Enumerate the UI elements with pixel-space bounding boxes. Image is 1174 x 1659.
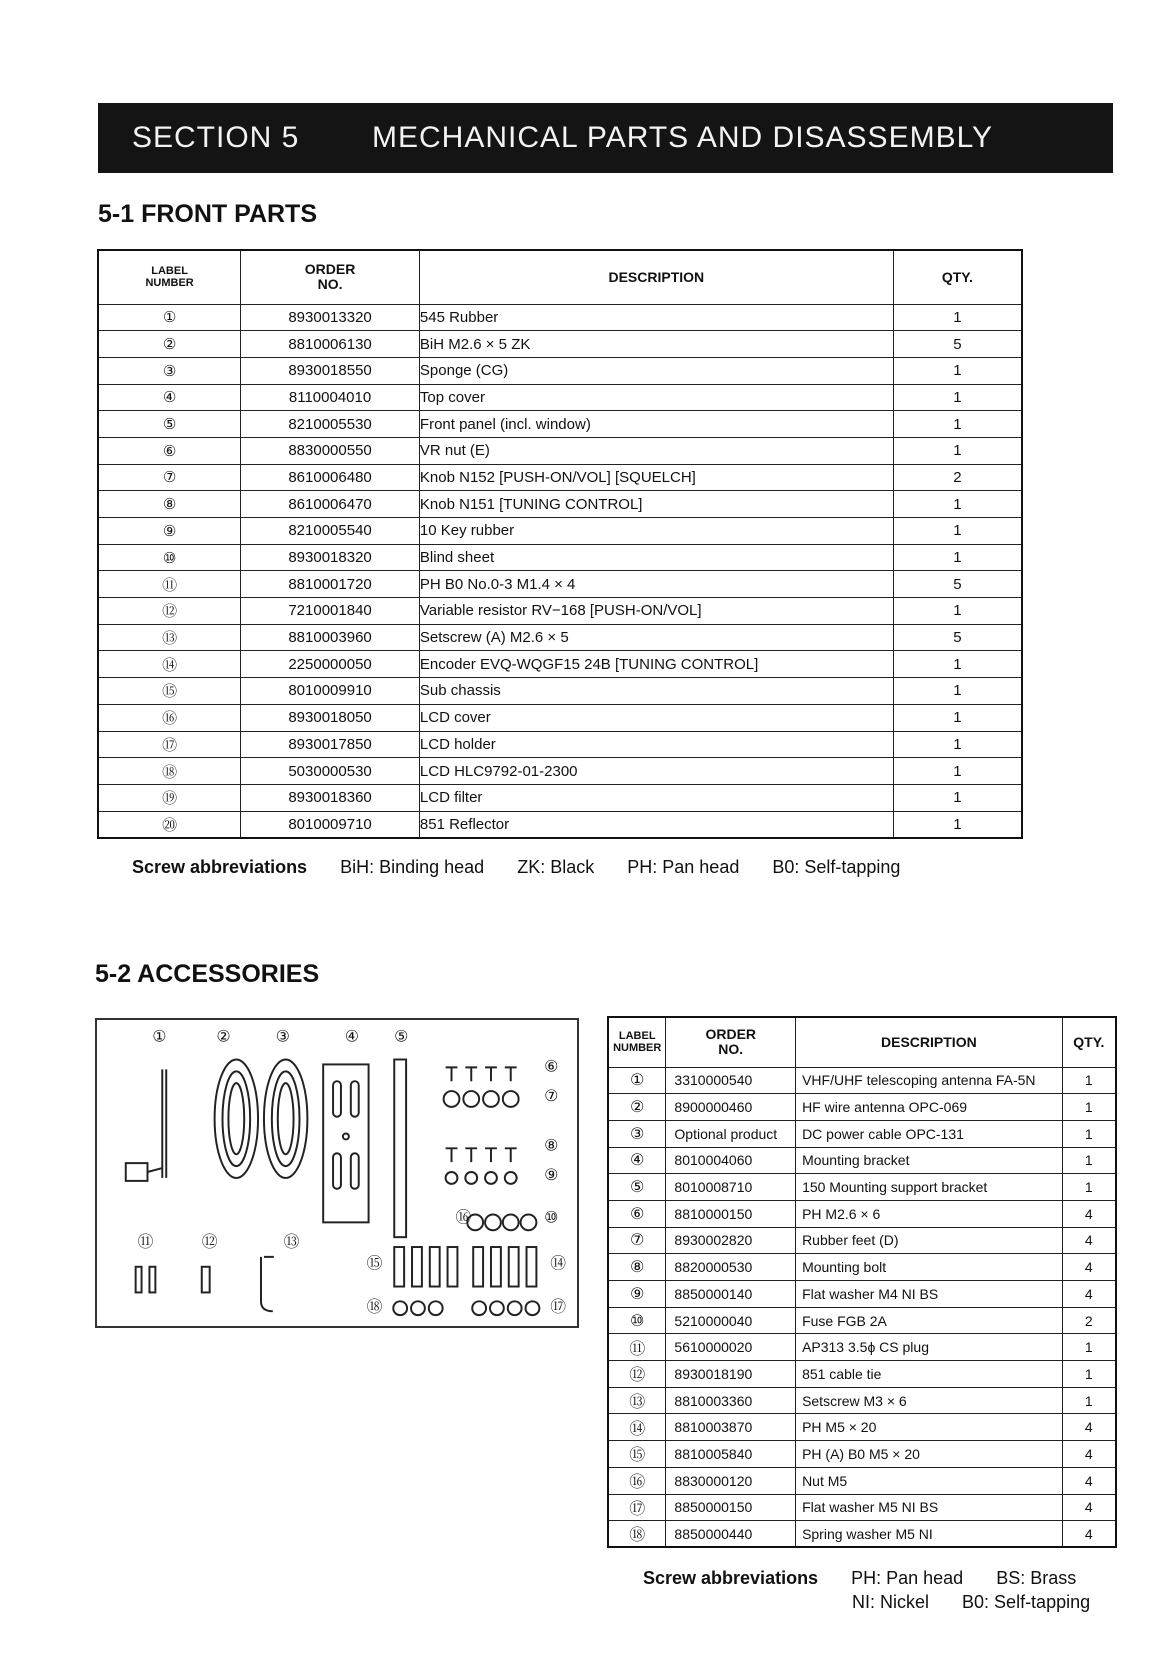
qty-cell: 1: [893, 784, 1022, 811]
description-cell: Setscrew (A) M2.6 × 5: [419, 624, 893, 651]
qty-header: QTY.: [1062, 1017, 1116, 1067]
label-number-cell: ⑤: [608, 1174, 666, 1201]
description-cell: 150 Mounting support bracket: [796, 1174, 1063, 1201]
order-no-cell: 8010009910: [241, 678, 420, 705]
label-number-cell: ⑭: [98, 651, 241, 678]
qty-cell: 1: [1062, 1174, 1116, 1201]
qty-cell: 1: [1062, 1387, 1116, 1414]
description-cell: DC power cable OPC-131: [796, 1120, 1063, 1147]
qty-cell: 4: [1062, 1467, 1116, 1494]
table-header: [608, 1017, 1116, 1067]
description-cell: HF wire antenna OPC-069: [796, 1094, 1063, 1121]
label-number-cell: ⑪: [608, 1334, 666, 1361]
description-cell: Setscrew M3 × 6: [796, 1387, 1063, 1414]
order-no-cell: 8930013320: [241, 304, 420, 331]
order-no-header: ORDER NO.: [666, 1017, 796, 1067]
label-number-cell: ⑮: [98, 678, 241, 705]
table-row: [98, 651, 1022, 678]
order-no-cell: 8820000530: [666, 1254, 796, 1281]
table-row: [98, 331, 1022, 358]
order-no-cell: 8810005840: [666, 1441, 796, 1468]
qty-cell: 1: [893, 411, 1022, 438]
qty-cell: 1: [893, 598, 1022, 625]
order-no-cell: 8010004060: [666, 1147, 796, 1174]
order-no-cell: 8830000550: [241, 437, 420, 464]
qty-cell: 4: [1062, 1227, 1116, 1254]
description-cell: VR nut (E): [419, 437, 893, 464]
label-number-cell: ⑩: [608, 1307, 666, 1334]
order-no-cell: 8810003360: [666, 1387, 796, 1414]
label-number-cell: ⑯: [608, 1467, 666, 1494]
abbr-item: ZK: Black: [517, 857, 595, 877]
table-row: [98, 571, 1022, 598]
qty-cell: 1: [893, 518, 1022, 545]
table-row: [608, 1200, 1116, 1227]
accessories-screw-abbreviations: [643, 1568, 1076, 1589]
order-no-cell: 5030000530: [241, 758, 420, 785]
label-number-cell: ⑤: [98, 411, 241, 438]
description-cell: 851 Reflector: [419, 811, 893, 838]
label-number-cell: ③: [608, 1120, 666, 1147]
table-row: [98, 464, 1022, 491]
callout-label: ③: [275, 1026, 290, 1046]
abbr-item: B0: Self-tapping: [772, 857, 901, 877]
qty-cell: 1: [893, 651, 1022, 678]
description-cell: PH M2.6 × 6: [796, 1200, 1063, 1227]
table-row: [608, 1307, 1116, 1334]
qty-cell: 1: [893, 357, 1022, 384]
table-row: [98, 491, 1022, 518]
callout-label: ⑥: [544, 1056, 559, 1076]
qty-cell: 1: [893, 678, 1022, 705]
table-row: [98, 518, 1022, 545]
callout-label: ⑫: [201, 1232, 218, 1252]
qty-cell: 4: [1062, 1494, 1116, 1521]
label-number-cell: ⑮: [608, 1441, 666, 1468]
order-no-cell: 8810003960: [241, 624, 420, 651]
description-cell: VHF/UHF telescoping antenna FA-5N: [796, 1067, 1063, 1094]
label-number-cell: ⑳: [98, 811, 241, 838]
qty-cell: 1: [1062, 1361, 1116, 1388]
qty-cell: 4: [1062, 1254, 1116, 1281]
table-row: [608, 1254, 1116, 1281]
table-row: [98, 384, 1022, 411]
label-number-cell: ②: [608, 1094, 666, 1121]
label-number-header: LABEL NUMBER: [608, 1017, 666, 1067]
description-cell: Spring washer M5 NI: [796, 1521, 1063, 1548]
accessories-drawing: [97, 1020, 577, 1326]
description-cell: Flat washer M4 NI BS: [796, 1281, 1063, 1308]
description-cell: Encoder EVQ-WQGF15 24B [TUNING CONTROL]: [419, 651, 893, 678]
order-no-cell: 8930018320: [241, 544, 420, 571]
qty-cell: 1: [893, 758, 1022, 785]
qty-cell: 2: [893, 464, 1022, 491]
accessories-screw-abbreviations-line2: [852, 1592, 1090, 1613]
callout-label: ⑦: [544, 1085, 559, 1105]
section-title: MECHANICAL PARTS AND DISASSEMBLY: [372, 121, 994, 154]
table-row: [608, 1094, 1116, 1121]
label-number-cell: ⑬: [608, 1387, 666, 1414]
label-number-cell: ①: [98, 304, 241, 331]
label-number-cell: ②: [98, 331, 241, 358]
table-row: [98, 437, 1022, 464]
label-number-cell: ⑪: [98, 571, 241, 598]
description-cell: Rubber feet (D): [796, 1227, 1063, 1254]
table-row: [608, 1227, 1116, 1254]
qty-cell: 4: [1062, 1441, 1116, 1468]
order-no-cell: 8610006480: [241, 464, 420, 491]
table-row: [98, 784, 1022, 811]
order-no-cell: 8010009710: [241, 811, 420, 838]
label-number-cell: ④: [608, 1147, 666, 1174]
callout-label: ⑬: [283, 1232, 300, 1252]
table-row: [608, 1334, 1116, 1361]
abbr-item: BS: Brass: [996, 1568, 1077, 1588]
description-cell: Top cover: [419, 384, 893, 411]
table-row: [608, 1521, 1116, 1548]
qty-cell: 4: [1062, 1521, 1116, 1548]
qty-cell: 2: [1062, 1307, 1116, 1334]
table-row: [98, 544, 1022, 571]
callout-label: ⑮: [366, 1253, 383, 1273]
order-no-cell: 8110004010: [241, 384, 420, 411]
label-number-cell: ⑫: [98, 598, 241, 625]
order-no-cell: 8930017850: [241, 731, 420, 758]
callout-label: ⑪: [137, 1232, 154, 1252]
label-number-cell: ⑫: [608, 1361, 666, 1388]
callout-label: ②: [216, 1026, 231, 1046]
table-row: [98, 304, 1022, 331]
qty-cell: 5: [893, 624, 1022, 651]
description-cell: PH (A) B0 M5 × 20: [796, 1441, 1063, 1468]
label-number-cell: ⑧: [608, 1254, 666, 1281]
callout-label: ⑧: [544, 1135, 559, 1155]
description-cell: 851 cable tie: [796, 1361, 1063, 1388]
table-row: [608, 1147, 1116, 1174]
qty-cell: 1: [893, 384, 1022, 411]
order-no-cell: 2250000050: [241, 651, 420, 678]
order-no-cell: 7210001840: [241, 598, 420, 625]
table-row: [98, 758, 1022, 785]
description-cell: LCD cover: [419, 704, 893, 731]
table-row: [98, 598, 1022, 625]
abbr-item: B0: Self-tapping: [962, 1592, 1091, 1612]
abbr-item: BiH: Binding head: [340, 857, 485, 877]
table-row: [98, 624, 1022, 651]
qty-cell: 5: [893, 571, 1022, 598]
table-row: [608, 1067, 1116, 1094]
callout-label: ⑩: [544, 1207, 559, 1227]
description-cell: BiH M2.6 × 5 ZK: [419, 331, 893, 358]
qty-cell: 1: [893, 544, 1022, 571]
order-no-cell: 8810006130: [241, 331, 420, 358]
order-no-cell: 8830000120: [666, 1467, 796, 1494]
front-parts-table: [97, 249, 1023, 839]
order-no-cell: 8610006470: [241, 491, 420, 518]
description-cell: Blind sheet: [419, 544, 893, 571]
qty-cell: 1: [1062, 1067, 1116, 1094]
label-number-cell: ⑯: [98, 704, 241, 731]
order-no-cell: 8810001720: [241, 571, 420, 598]
table-row: [608, 1281, 1116, 1308]
order-no-cell: 8850000150: [666, 1494, 796, 1521]
description-cell: Front panel (incl. window): [419, 411, 893, 438]
order-no-cell: Optional product: [666, 1120, 796, 1147]
order-no-cell: 3310000540: [666, 1067, 796, 1094]
label-number-cell: ⑰: [608, 1494, 666, 1521]
section-number: SECTION 5: [132, 121, 300, 154]
order-no-cell: 8930018190: [666, 1361, 796, 1388]
abbr-title: Screw abbreviations: [643, 1568, 819, 1588]
qty-cell: 1: [1062, 1334, 1116, 1361]
order-no-cell: 8810000150: [666, 1200, 796, 1227]
description-cell: Knob N152 [PUSH-ON/VOL] [SQUELCH]: [419, 464, 893, 491]
table-row: [98, 731, 1022, 758]
front-parts-heading: 5-1 FRONT PARTS: [98, 200, 317, 228]
label-number-cell: ⑲: [98, 784, 241, 811]
qty-header: QTY.: [893, 250, 1022, 304]
qty-cell: 1: [893, 731, 1022, 758]
table-row: [608, 1494, 1116, 1521]
label-number-cell: ⑬: [98, 624, 241, 651]
callout-label: ④: [344, 1026, 360, 1046]
abbr-title: Screw abbreviations: [132, 857, 308, 877]
order-no-cell: 8210005530: [241, 411, 420, 438]
description-header: DESCRIPTION: [419, 250, 893, 304]
table-row: [98, 704, 1022, 731]
label-number-cell: ①: [608, 1067, 666, 1094]
label-number-cell: ⑥: [608, 1200, 666, 1227]
callout-label: ⑰: [550, 1297, 566, 1317]
callout-label: ⑨: [544, 1164, 559, 1184]
callout-label: ⑯: [455, 1207, 472, 1227]
label-number-cell: ⑦: [98, 464, 241, 491]
description-cell: LCD filter: [419, 784, 893, 811]
label-number-cell: ⑭: [608, 1414, 666, 1441]
description-cell: 10 Key rubber: [419, 518, 893, 545]
accessories-heading: 5-2 ACCESSORIES: [95, 960, 320, 988]
order-no-cell: 8810003870: [666, 1414, 796, 1441]
abbr-item: PH: Pan head: [627, 857, 740, 877]
order-no-cell: 5210000040: [666, 1307, 796, 1334]
table-row: [608, 1414, 1116, 1441]
description-cell: Mounting bracket: [796, 1147, 1063, 1174]
order-no-cell: 8930018360: [241, 784, 420, 811]
table-row: [608, 1441, 1116, 1468]
table-row: [98, 811, 1022, 838]
label-number-cell: ⑨: [98, 518, 241, 545]
order-no-cell: 8850000440: [666, 1521, 796, 1548]
callout-label: ⑱: [366, 1297, 383, 1317]
table-row: [608, 1467, 1116, 1494]
order-no-cell: 8930018550: [241, 357, 420, 384]
label-number-cell: ⑱: [608, 1521, 666, 1548]
qty-cell: 1: [893, 437, 1022, 464]
table-row: [608, 1120, 1116, 1147]
table-row: [608, 1174, 1116, 1201]
qty-cell: 5: [893, 331, 1022, 358]
qty-cell: 1: [1062, 1120, 1116, 1147]
qty-cell: 1: [893, 811, 1022, 838]
description-cell: LCD HLC9792-01-2300: [419, 758, 893, 785]
abbr-item: PH: Pan head: [851, 1568, 964, 1588]
accessories-illustration: [95, 1018, 579, 1328]
label-number-cell: ⑧: [98, 491, 241, 518]
description-cell: AP313 3.5ϕ CS plug: [796, 1334, 1063, 1361]
label-number-header: LABEL NUMBER: [98, 250, 241, 304]
table-row: [98, 411, 1022, 438]
callout-label: ⑭: [550, 1253, 566, 1273]
callout-label: ⑤: [394, 1026, 409, 1046]
order-no-cell: 8210005540: [241, 518, 420, 545]
description-cell: Fuse FGB 2A: [796, 1307, 1063, 1334]
order-no-cell: 8850000140: [666, 1281, 796, 1308]
qty-cell: 4: [1062, 1414, 1116, 1441]
order-no-cell: 8010008710: [666, 1174, 796, 1201]
description-header: DESCRIPTION: [796, 1017, 1063, 1067]
order-no-cell: 8930018050: [241, 704, 420, 731]
description-cell: Sub chassis: [419, 678, 893, 705]
qty-cell: 1: [893, 304, 1022, 331]
label-number-cell: ⑥: [98, 437, 241, 464]
qty-cell: 4: [1062, 1281, 1116, 1308]
label-number-cell: ④: [98, 384, 241, 411]
label-number-cell: ⑰: [98, 731, 241, 758]
description-cell: Flat washer M5 NI BS: [796, 1494, 1063, 1521]
section-banner: [98, 103, 1113, 173]
description-cell: Knob N151 [TUNING CONTROL]: [419, 491, 893, 518]
table-header: [98, 250, 1022, 304]
label-number-cell: ③: [98, 357, 241, 384]
abbr-item: NI: Nickel: [852, 1592, 930, 1612]
qty-cell: 1: [893, 704, 1022, 731]
description-cell: Mounting bolt: [796, 1254, 1063, 1281]
qty-cell: 1: [1062, 1147, 1116, 1174]
label-number-cell: ⑱: [98, 758, 241, 785]
order-no-cell: 8900000460: [666, 1094, 796, 1121]
description-cell: PH M5 × 20: [796, 1414, 1063, 1441]
qty-cell: 4: [1062, 1200, 1116, 1227]
description-cell: PH B0 No.0-3 M1.4 × 4: [419, 571, 893, 598]
description-cell: Variable resistor RV−168 [PUSH-ON/VOL]: [419, 598, 893, 625]
label-number-cell: ⑨: [608, 1281, 666, 1308]
table-row: [98, 678, 1022, 705]
callout-label: ①: [152, 1026, 167, 1046]
table-row: [608, 1387, 1116, 1414]
description-cell: LCD holder: [419, 731, 893, 758]
order-no-header: ORDER NO.: [241, 250, 420, 304]
table-row: [608, 1361, 1116, 1388]
qty-cell: 1: [1062, 1094, 1116, 1121]
table-row: [98, 357, 1022, 384]
order-no-cell: 8930002820: [666, 1227, 796, 1254]
label-number-cell: ⑩: [98, 544, 241, 571]
qty-cell: 1: [893, 491, 1022, 518]
description-cell: 545 Rubber: [419, 304, 893, 331]
description-cell: Sponge (CG): [419, 357, 893, 384]
label-number-cell: ⑦: [608, 1227, 666, 1254]
description-cell: Nut M5: [796, 1467, 1063, 1494]
order-no-cell: 5610000020: [666, 1334, 796, 1361]
accessories-table: [607, 1016, 1117, 1548]
front-screw-abbreviations: [132, 857, 900, 878]
